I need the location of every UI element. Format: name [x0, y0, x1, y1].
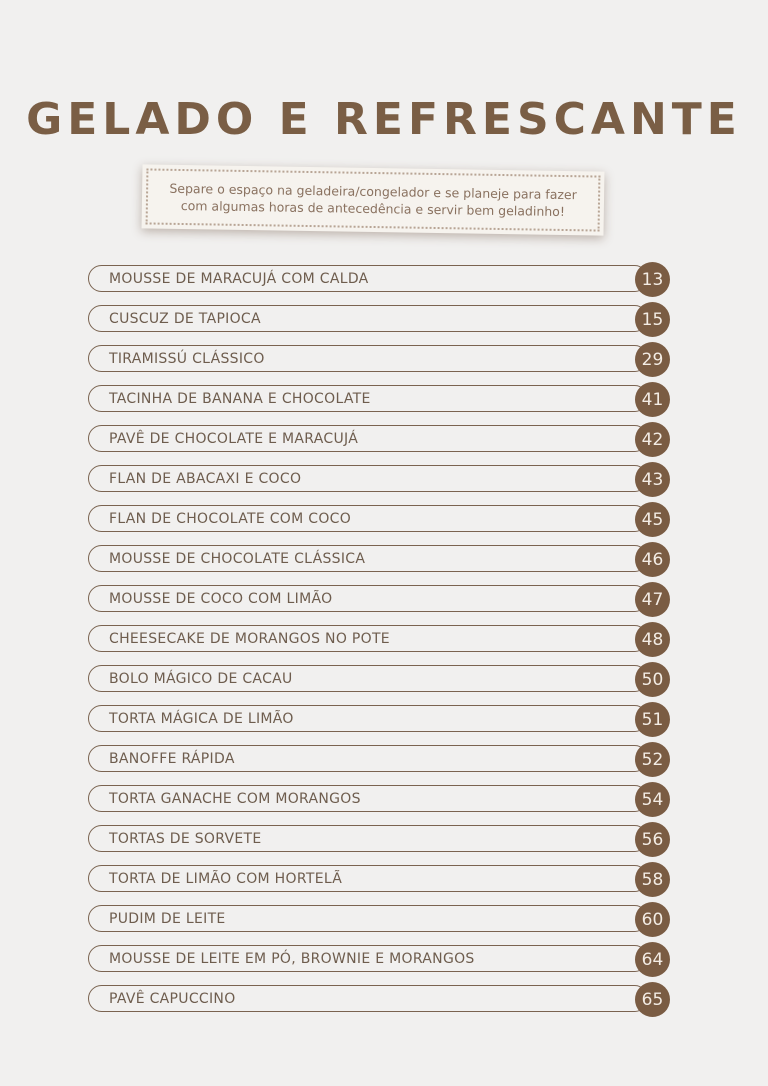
recipe-entry[interactable]: [88, 982, 668, 1018]
page-number-badge: 60: [635, 902, 670, 937]
recipe-entry[interactable]: [88, 542, 668, 578]
recipe-name: MOUSSE DE LEITE EM PÓ, BROWNIE E MORANGOS: [88, 945, 648, 972]
recipe-entry[interactable]: [88, 262, 668, 298]
recipe-name: CHEESECAKE DE MORANGOS NO POTE: [88, 625, 648, 652]
recipe-name: MOUSSE DE MARACUJÁ COM CALDA: [88, 265, 648, 292]
recipe-name: PAVÊ DE CHOCOLATE E MARACUJÁ: [88, 425, 648, 452]
page-number-badge: 56: [635, 822, 670, 857]
recipe-entry[interactable]: [88, 902, 668, 938]
page-number-badge: 45: [635, 502, 670, 537]
page-number-badge: 47: [635, 582, 670, 617]
recipe-entry[interactable]: [88, 382, 668, 418]
recipe-entry[interactable]: [88, 502, 668, 538]
page-number-badge: 42: [635, 422, 670, 457]
page-number-badge: 51: [635, 702, 670, 737]
recipe-name: FLAN DE ABACAXI E COCO: [88, 465, 648, 492]
page-number-badge: 50: [635, 662, 670, 697]
recipe-entry[interactable]: [88, 822, 668, 858]
recipe-entry[interactable]: [88, 942, 668, 978]
tip-note: [142, 164, 605, 235]
recipe-name: TIRAMISSÚ CLÁSSICO: [88, 345, 648, 372]
page-number-badge: 15: [635, 302, 670, 337]
recipe-name: MOUSSE DE CHOCOLATE CLÁSSICA: [88, 545, 648, 572]
recipe-name: TORTAS DE SORVETE: [88, 825, 648, 852]
recipe-entry[interactable]: [88, 702, 668, 738]
recipe-entry[interactable]: [88, 622, 668, 658]
recipe-name: CUSCUZ DE TAPIOCA: [88, 305, 648, 332]
page-number-badge: 48: [635, 622, 670, 657]
page-number-badge: 52: [635, 742, 670, 777]
recipe-entry[interactable]: [88, 302, 668, 338]
recipe-name: PAVÊ CAPUCCINO: [88, 985, 648, 1012]
page-number-badge: 29: [635, 342, 670, 377]
tip-note-text: Separe o espaço na geladeira/congelador e se planeje para fazer com algumas horas de antecedência e servir bem geladinho!: [146, 168, 601, 231]
recipe-entry[interactable]: [88, 582, 668, 618]
recipe-entry[interactable]: [88, 662, 668, 698]
page-number-badge: 64: [635, 942, 670, 977]
recipe-entry[interactable]: [88, 422, 668, 458]
recipe-name: FLAN DE CHOCOLATE COM COCO: [88, 505, 648, 532]
recipe-name: PUDIM DE LEITE: [88, 905, 648, 932]
recipe-name: BANOFFE RÁPIDA: [88, 745, 648, 772]
recipe-name: TORTA GANACHE COM MORANGOS: [88, 785, 648, 812]
page-number-badge: 46: [635, 542, 670, 577]
page-number-badge: 58: [635, 862, 670, 897]
page-number-badge: 54: [635, 782, 670, 817]
recipe-name: MOUSSE DE COCO COM LIMÃO: [88, 585, 648, 612]
recipe-entry[interactable]: [88, 342, 668, 378]
recipe-entry[interactable]: [88, 742, 668, 778]
page-number-badge: 13: [635, 262, 670, 297]
recipe-name: TORTA DE LIMÃO COM HORTELÃ: [88, 865, 648, 892]
page-number-badge: 41: [635, 382, 670, 417]
recipe-entry[interactable]: [88, 462, 668, 498]
page-number-badge: 65: [635, 982, 670, 1017]
recipe-name: BOLO MÁGICO DE CACAU: [88, 665, 648, 692]
recipe-name: TORTA MÁGICA DE LIMÃO: [88, 705, 648, 732]
recipe-entry[interactable]: [88, 862, 668, 898]
recipe-name: TACINHA DE BANANA E CHOCOLATE: [88, 385, 648, 412]
page-number-badge: 43: [635, 462, 670, 497]
page-title: GELADO E REFRESCANTE: [26, 94, 742, 145]
recipe-entry[interactable]: [88, 782, 668, 818]
